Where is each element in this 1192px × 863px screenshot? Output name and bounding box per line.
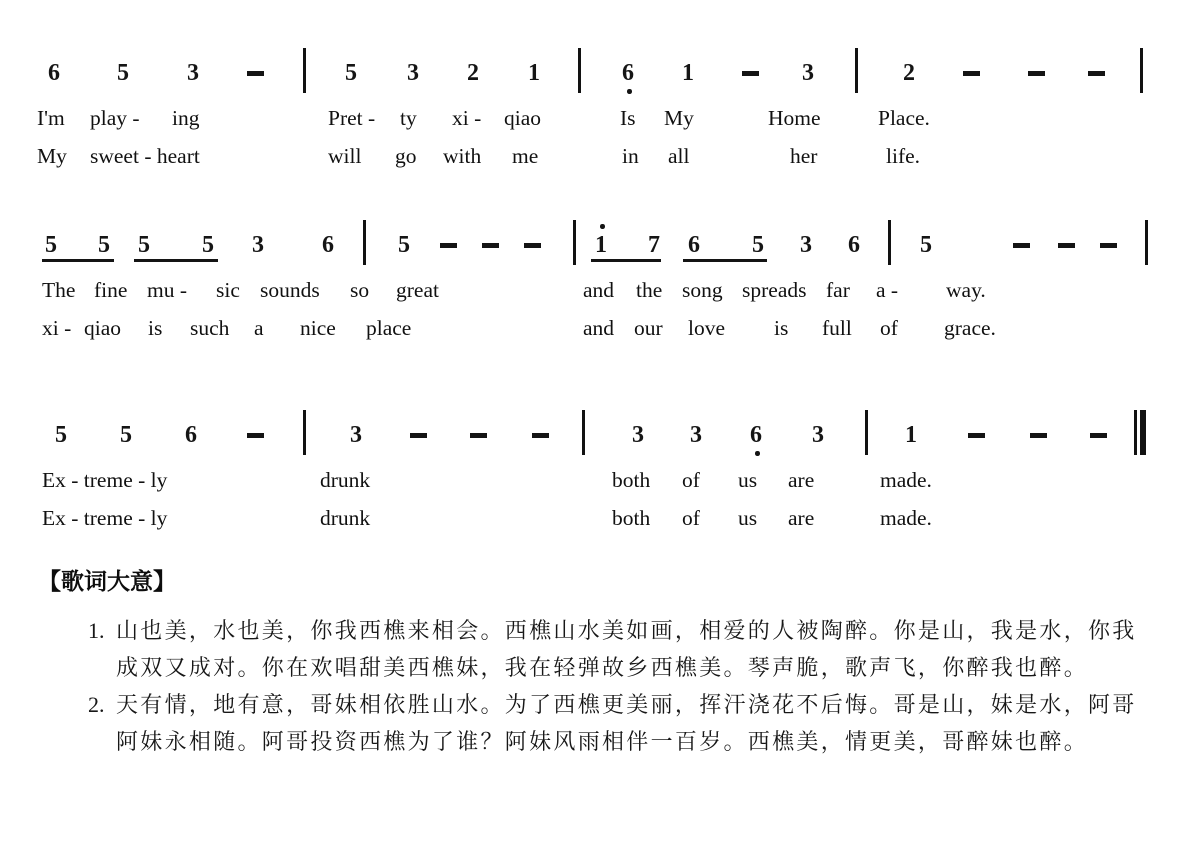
final-barline-thick [1140,410,1146,455]
barline [303,410,306,455]
jianpu-note: 5 [920,232,932,258]
lyric-word: our [634,316,663,340]
lyric-word: in [622,144,639,168]
lyric-word: a [254,316,264,340]
jianpu-note: 5 [55,422,67,448]
jianpu-dash [1100,232,1108,258]
jianpu-note: 5 [117,60,129,86]
barline [1140,48,1143,93]
verse-text: 阿妹永相随。阿哥投资西樵为了谁？阿妹风雨相伴一百岁。西樵美，情更美，哥醉妹也醉。 [116,729,1089,754]
jianpu-note: 3 [802,60,814,86]
lyric-word: Home [768,106,821,130]
jianpu-note: 1 [682,60,694,86]
lyric-word: xi - [452,106,482,130]
lyric-word: Place. [878,106,930,130]
lyric-word: fine [94,278,128,302]
jianpu-note: 5 [398,232,410,258]
verse-line [88,723,1166,760]
lyric-word: sweet - heart [90,144,200,168]
jianpu-note: 3 [350,422,362,448]
lyric-word: made. [880,506,932,530]
lyric-word: such [190,316,230,340]
lyric-word: My [37,144,67,168]
octave-dot-above-icon [600,224,605,229]
music-system-3 [0,422,1192,552]
lyric-word: made. [880,468,932,492]
jianpu-note: 3 [690,422,702,448]
lyric-word: her [790,144,818,168]
lyric-word: of [682,468,700,492]
lyric-word: the [636,278,663,302]
jianpu-note: 2 [467,60,479,86]
barline [865,410,868,455]
lyric-word: and [583,278,615,302]
lyric-word: a - [876,278,899,302]
lyric-word: My [664,106,694,130]
jianpu-note [595,232,607,258]
lyric-word: ty [400,106,417,130]
jianpu-note: 3 [407,60,419,86]
lyric-row [0,505,1192,535]
verse-list [88,612,1166,760]
jianpu-dash [1030,422,1038,448]
jianpu-dash [482,232,490,258]
verse-line [88,612,1166,649]
verse-text: 天有情，地有意，哥妹相依胜山水。为了西樵更美丽，挥汗浇花不后悔。哥是山，妹是水，阿哥 [116,692,1137,717]
lyric-word: are [788,506,815,530]
lyric-word: sounds [260,278,320,302]
jianpu-dash [410,422,418,448]
jianpu-note: 3 [800,232,812,258]
lyric-row [0,467,1192,497]
lyric-word: grace. [944,316,996,340]
lyric-word: both [612,468,651,492]
barline [1145,220,1148,265]
barline [582,410,585,455]
lyric-word: xi - [42,316,72,340]
lyric-word: are [788,468,815,492]
jianpu-dash [1013,232,1021,258]
eighth-beam [134,259,218,262]
lyric-word: life. [886,144,921,168]
jianpu-note: 3 [632,422,644,448]
lyric-word: qiao [504,106,542,130]
jianpu-note: 5 [138,232,150,258]
eighth-beam [42,259,114,262]
lyric-word: me [512,144,539,168]
verse-text: 山也美，水也美，你我西樵来相会。西樵山水美如画，相爱的人被陶醉。你是山，我是水，你我 [116,618,1137,643]
verse-line [88,649,1166,686]
music-system-2 [0,232,1192,362]
lyric-word: great [396,278,439,302]
lyric-word: far [826,278,850,302]
barline [363,220,366,265]
jianpu-note: 5 [45,232,57,258]
jianpu-note: 6 [848,232,860,258]
jianpu-note: 6 [322,232,334,258]
lyric-word: of [682,506,700,530]
barline [578,48,581,93]
jianpu-note [622,60,634,86]
jianpu-note: 5 [120,422,132,448]
jianpu-note: 2 [903,60,915,86]
lyric-word: I'm [37,106,65,130]
verse-number: 1. [88,618,105,643]
jianpu-dash [1028,60,1036,86]
jianpu-dash [742,60,750,86]
octave-dot-below-icon [627,89,632,94]
jianpu-note: 5 [98,232,110,258]
jianpu-dash [247,422,255,448]
lyric-word: with [443,144,482,168]
jianpu-dash [963,60,971,86]
lyric-row [0,315,1192,345]
lyric-word: us [738,468,758,492]
jianpu-note: 6 [48,60,60,86]
verse-number: 2. [88,692,105,717]
lyric-word: of [880,316,898,340]
lyric-word: full [822,316,852,340]
lyric-word: drunk [320,468,371,492]
lyric-word: Pret - [328,106,376,130]
jianpu-note: 3 [812,422,824,448]
lyric-word: so [350,278,370,302]
lyric-word: all [668,144,690,168]
lyric-word: Ex - treme - ly [42,506,168,530]
barline [303,48,306,93]
barline [573,220,576,265]
lyric-word: spreads [742,278,807,302]
lyric-word: is [774,316,789,340]
final-barline-thin [1134,410,1137,455]
jianpu-note: 3 [252,232,264,258]
jianpu-note: 5 [345,60,357,86]
lyric-word: will [328,144,362,168]
lyric-word: Is [620,106,636,130]
jianpu-dash [532,422,540,448]
jianpu-note: 7 [648,232,660,258]
barline [855,48,858,93]
jianpu-note: 1 [905,422,917,448]
verse-section-heading: 【歌词大意】 [38,568,176,594]
lyric-word: is [148,316,163,340]
note-digit: 1 [595,232,607,258]
lyric-word: song [682,278,723,302]
jianpu-dash [1058,232,1066,258]
jianpu-dash [470,422,478,448]
lyric-word: ing [172,106,200,130]
lyric-word: go [395,144,417,168]
note-digit: 6 [622,60,634,86]
eighth-beam [683,259,767,262]
lyric-word: and [583,316,615,340]
lyric-word: The [42,278,76,302]
jianpu-note: 5 [202,232,214,258]
note-digit: 6 [750,422,762,448]
lyric-row [0,105,1192,135]
jianpu-dash [968,422,976,448]
lyric-word: drunk [320,506,371,530]
jianpu-note: 6 [688,232,700,258]
octave-dot-below-icon [755,451,760,456]
jianpu-dash [247,60,255,86]
jianpu-dash [1088,60,1096,86]
lyric-word: nice [300,316,336,340]
jianpu-dash [524,232,532,258]
music-system-1 [0,60,1192,190]
jianpu-note [750,422,762,448]
lyric-word: play - [90,106,140,130]
jianpu-note: 1 [528,60,540,86]
jianpu-note: 3 [187,60,199,86]
lyric-word: place [366,316,412,340]
lyric-word: way. [946,278,986,302]
barline [888,220,891,265]
lyric-word: qiao [84,316,122,340]
lyric-word: both [612,506,651,530]
verse-line [88,686,1166,723]
lyric-row [0,277,1192,307]
lyric-word: love [688,316,726,340]
jianpu-note: 6 [185,422,197,448]
jianpu-note: 5 [752,232,764,258]
lyric-word: mu - [147,278,188,302]
lyric-word: us [738,506,758,530]
verse-text: 成双又成对。你在欢唱甜美西樵妹，我在轻弹故乡西樵美。琴声脆，歌声飞，你醉我也醉。 [116,655,1089,680]
eighth-beam [591,259,661,262]
lyric-word: Ex - treme - ly [42,468,168,492]
lyric-word: sic [216,278,240,302]
lyric-row [0,143,1192,173]
jianpu-dash [1090,422,1098,448]
jianpu-dash [440,232,448,258]
